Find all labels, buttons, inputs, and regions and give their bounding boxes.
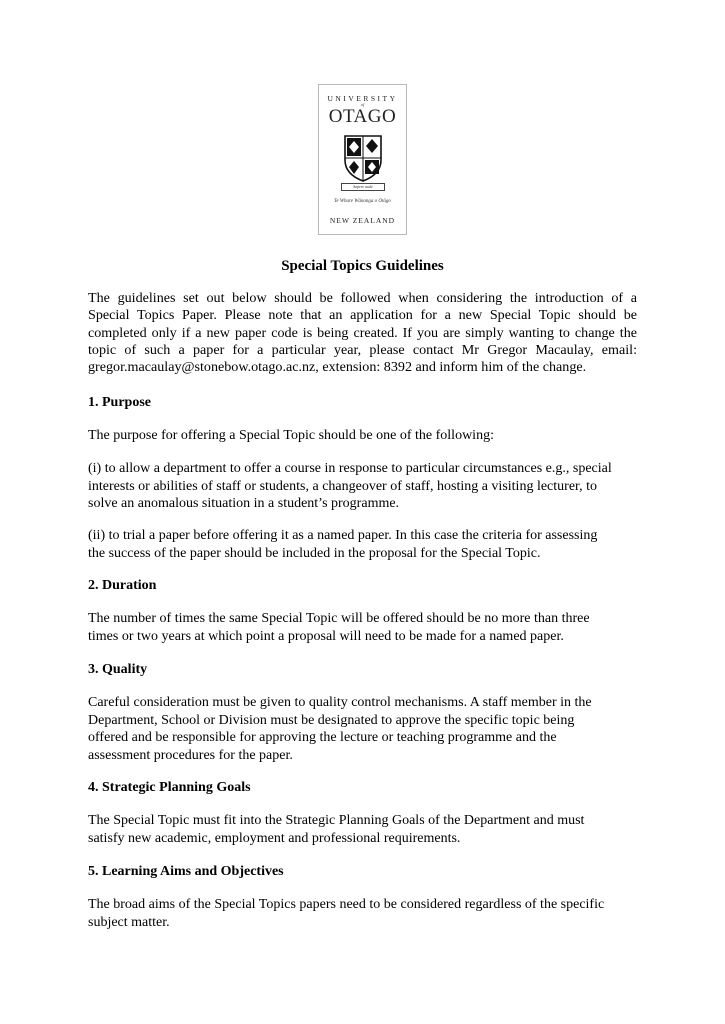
paragraph-line: (i) to allow a department to offer a course in response to particular circumstances e.g., special	[88, 461, 612, 476]
paragraph-line: subject matter.	[88, 914, 170, 930]
logo-of-text: of	[360, 102, 365, 107]
paragraph-line: (ii) to trial a paper before offering it as a named paper. In this case the criteria for assessing	[88, 528, 598, 543]
paragraph-line: assessment procedures for the paper.	[88, 747, 293, 763]
section-heading-strategic-planning: 4. Strategic Planning Goals	[88, 780, 251, 795]
paragraph-line: interests or abilities of staff or students, a changeover of staff, hosting a visiting lecturer, to	[88, 478, 598, 494]
intro-line: topic of such a paper for a particular year, please contact Mr Gregor Macaulay, email:	[88, 341, 637, 358]
intro-line: Special Topics Paper. Please note that an application for a new Special Topic should be	[88, 307, 637, 324]
university-logo	[318, 84, 407, 235]
intro-paragraph	[88, 290, 637, 376]
logo-country-text: NEW ZEALAND	[329, 216, 396, 225]
learning-aims-paragraph	[88, 896, 648, 931]
paragraph-line: The Special Topic must fit into the Strategic Planning Goals of the Department and must	[88, 813, 585, 828]
crest-icon	[343, 134, 383, 182]
paragraph-line: Careful consideration must be given to quality control mechanisms. A staff member in the	[88, 695, 592, 710]
section-heading-learning-aims: 5. Learning Aims and Objectives	[88, 864, 284, 879]
logo-university-text: UNIVERSITY	[327, 94, 398, 103]
paragraph-line: offered and be responsible for approving the lecture or teaching programme and the	[88, 730, 557, 745]
purpose-item-1	[88, 460, 648, 513]
paragraph-line: Department, School or Division must be designated to approve the specific topic being	[88, 712, 575, 728]
paragraph-line: times or two years at which point a proposal will need to be made for a named paper.	[88, 628, 564, 644]
logo-otago-text: OTAGO	[328, 106, 397, 127]
paragraph-line: solve an anomalous situation in a student’s programme.	[88, 496, 400, 511]
section-heading-quality: 3. Quality	[88, 662, 148, 677]
paragraph-line: The number of times the same Special Topic will be offered should be no more than three	[88, 611, 590, 626]
paragraph-line: The purpose for offering a Special Topic should be one of the following:	[88, 428, 494, 443]
purpose-lead-paragraph	[88, 427, 648, 445]
purpose-item-2	[88, 527, 648, 562]
logo-maori-text: Te Whare Wānanga o Otāgo	[334, 199, 391, 204]
paragraph-line: the success of the paper should be included in the proposal for the Special Topic.	[88, 545, 541, 561]
paragraph-line: The broad aims of the Special Topics papers need to be considered regardless of the specific	[88, 897, 605, 912]
intro-line: gregor.macaulay@stonebow.otago.ac.nz, extension: 8392 and inform him of the change.	[88, 359, 587, 376]
section-heading-duration: 2. Duration	[88, 578, 157, 593]
strategic-planning-paragraph	[88, 812, 648, 847]
logo-motto-banner: Sapere aude	[341, 183, 385, 191]
paragraph-line: satisfy new academic, employment and professional requirements.	[88, 830, 461, 846]
section-heading-purpose: 1. Purpose	[88, 395, 151, 410]
page-title: Special Topics Guidelines	[281, 258, 444, 274]
quality-paragraph	[88, 694, 648, 764]
intro-line: completed only if a new paper code is being created. If you are simply wanting to change the	[88, 324, 637, 341]
duration-paragraph	[88, 610, 648, 645]
intro-line: The guidelines set out below should be followed when considering the introduction of a	[88, 290, 637, 306]
